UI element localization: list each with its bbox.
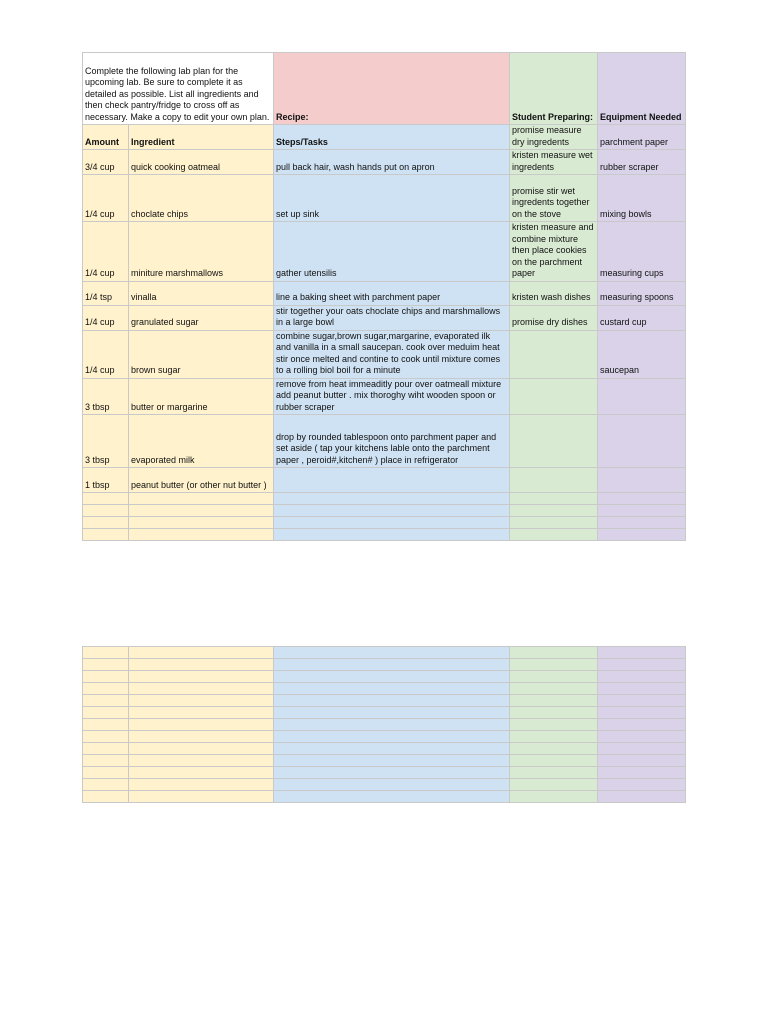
empty-cell[interactable] [129,743,274,755]
step-cell[interactable] [274,468,510,493]
empty-cell[interactable] [274,493,510,505]
student-cell[interactable]: kristen measure wet ingredents [510,150,598,175]
empty-cell[interactable] [129,707,274,719]
amount-cell[interactable]: 1/4 cup [83,175,129,222]
step-cell[interactable]: line a baking sheet with parchment paper [274,281,510,305]
table-row [83,791,686,803]
empty-cell[interactable] [598,647,686,659]
empty-cell[interactable] [510,755,598,767]
step-cell[interactable]: gather utensilis [274,222,510,282]
empty-cell[interactable] [129,505,274,517]
empty-cell[interactable] [129,529,274,541]
step-cell[interactable]: drop by rounded tablespoon onto parchment paper and set aside ( tap your kitchens lable onto the parchment paper , peroid#,kitchen# ) place in refrigerator [274,415,510,468]
equipment-needed-header[interactable]: Equipment Needed [598,53,686,125]
table-row [83,505,686,517]
step-cell[interactable]: stir together your oats choclate chips and marshmallows in a large bowl [274,305,510,330]
amount-cell[interactable]: 3 tbsp [83,415,129,468]
empty-cell[interactable] [83,731,129,743]
empty-cell[interactable] [510,517,598,529]
empty-cell[interactable] [129,731,274,743]
equipment-cell[interactable]: rubber scraper [598,150,686,175]
table-row [83,415,686,468]
empty-cell[interactable] [83,505,129,517]
empty-cell[interactable] [510,767,598,779]
table-row [83,493,686,505]
table-row [83,719,686,731]
step-cell[interactable]: set up sink [274,175,510,222]
table-row [83,305,686,330]
student-cell[interactable] [510,330,598,378]
empty-cell[interactable] [598,671,686,683]
equipment-cell[interactable]: measuring spoons [598,281,686,305]
equipment-cell[interactable]: measuring cups [598,222,686,282]
equipment-cell[interactable] [598,378,686,415]
empty-cell[interactable] [598,529,686,541]
amount-cell[interactable]: 1 tbsp [83,468,129,493]
empty-cell[interactable] [83,791,129,803]
table-row [83,281,686,305]
table-row [83,731,686,743]
empty-cell[interactable] [510,529,598,541]
empty-cell[interactable] [598,791,686,803]
empty-cell[interactable] [598,767,686,779]
empty-cell[interactable] [129,755,274,767]
ingredient-cell[interactable]: granulated sugar [129,305,274,330]
empty-cell[interactable] [510,647,598,659]
empty-cell[interactable] [274,695,510,707]
ingredient-cell[interactable]: choclate chips [129,175,274,222]
empty-cell[interactable] [510,731,598,743]
table-row [83,659,686,671]
steps-tasks-header[interactable]: Steps/Tasks [274,125,510,150]
student-cell[interactable]: kristen measure and combine mixture then place cookies on the parchment paper [510,222,598,282]
table-row [83,222,686,282]
student-cell[interactable] [510,468,598,493]
empty-cell[interactable] [598,695,686,707]
table-row [83,468,686,493]
ingredient-cell[interactable]: brown sugar [129,330,274,378]
empty-cell[interactable] [129,671,274,683]
student-cell[interactable]: promise measure dry ingredents [510,125,598,150]
equipment-cell[interactable]: mixing bowls [598,175,686,222]
empty-cell[interactable] [83,683,129,695]
empty-cell[interactable] [510,683,598,695]
empty-cell[interactable] [598,707,686,719]
step-cell[interactable]: pull back hair, wash hands put on apron [274,150,510,175]
empty-cell[interactable] [510,659,598,671]
amount-cell[interactable]: 1/4 cup [83,330,129,378]
ingredient-header[interactable]: Ingredient [129,125,274,150]
empty-cell[interactable] [274,659,510,671]
empty-cell[interactable] [83,719,129,731]
table-row [83,707,686,719]
empty-cell[interactable] [83,493,129,505]
amount-header[interactable]: Amount [83,125,129,150]
table-row [83,647,686,659]
table-row [83,743,686,755]
empty-cell[interactable] [510,671,598,683]
instructions-cell[interactable]: Complete the following lab plan for the upcoming lab. Be sure to complete it as detailed as possible. List all ingredients and then check pantry/fridge to cross off as necessary. Make a copy to edit your own plan. [83,53,274,125]
ingredient-cell[interactable]: quick cooking oatmeal [129,150,274,175]
amount-cell[interactable]: 1/4 tsp [83,281,129,305]
table-row [83,125,686,150]
table-row [83,150,686,175]
ingredient-cell[interactable]: peanut butter (or other nut butter ) [129,468,274,493]
empty-cell[interactable] [510,791,598,803]
student-preparing-header[interactable]: Student Preparing: [510,53,598,125]
table-row [83,755,686,767]
empty-cell[interactable] [129,779,274,791]
empty-cell[interactable] [129,719,274,731]
empty-cell[interactable] [598,683,686,695]
empty-cell[interactable] [274,767,510,779]
empty-cell[interactable] [83,517,129,529]
equipment-cell[interactable]: custard cup [598,305,686,330]
lab-plan-table [82,52,686,541]
empty-cell[interactable] [598,659,686,671]
recipe-header[interactable]: Recipe: [274,53,510,125]
empty-cell[interactable] [274,647,510,659]
empty-cell[interactable] [274,755,510,767]
empty-cell[interactable] [83,779,129,791]
empty-cell[interactable] [129,517,274,529]
empty-cell[interactable] [274,529,510,541]
empty-cell[interactable] [510,695,598,707]
empty-cell[interactable] [83,529,129,541]
empty-cell[interactable] [598,743,686,755]
empty-cell[interactable] [274,517,510,529]
table-row [83,671,686,683]
empty-cell[interactable] [274,779,510,791]
table-row [83,529,686,541]
empty-cell[interactable] [129,695,274,707]
empty-cell[interactable] [83,743,129,755]
empty-cell[interactable] [598,517,686,529]
empty-cell[interactable] [274,671,510,683]
equipment-cell[interactable] [598,468,686,493]
blank-rows-table [82,646,686,803]
table-row [83,517,686,529]
empty-cell[interactable] [129,647,274,659]
empty-cell[interactable] [83,659,129,671]
student-cell[interactable] [510,378,598,415]
empty-cell[interactable] [598,505,686,517]
amount-cell[interactable]: 1/4 cup [83,222,129,282]
equipment-cell[interactable] [598,415,686,468]
empty-cell[interactable] [598,493,686,505]
empty-cell[interactable] [510,493,598,505]
empty-cell[interactable] [129,767,274,779]
title-row [83,53,686,125]
ingredient-cell[interactable]: miniture marshmallows [129,222,274,282]
table-row [83,378,686,415]
table-row [83,779,686,791]
empty-cell[interactable] [274,743,510,755]
empty-cell[interactable] [129,791,274,803]
student-cell[interactable]: promise stir wet ingredents together on the stove [510,175,598,222]
empty-cell[interactable] [274,731,510,743]
empty-cell[interactable] [83,671,129,683]
empty-cell[interactable] [598,719,686,731]
step-cell[interactable]: remove from heat immeaditly pour over oatmeall mixture add peanut butter . mix thoroghy wiht wooden spoon or rubber scraper [274,378,510,415]
empty-cell[interactable] [274,707,510,719]
amount-cell[interactable]: 1/4 cup [83,305,129,330]
equipment-cell[interactable]: parchment paper [598,125,686,150]
empty-cell[interactable] [598,779,686,791]
empty-cell[interactable] [510,779,598,791]
table-row [83,175,686,222]
empty-cell[interactable] [274,791,510,803]
empty-cell[interactable] [83,755,129,767]
table-row [83,695,686,707]
table-row [83,330,686,378]
empty-cell[interactable] [510,505,598,517]
empty-cell[interactable] [598,755,686,767]
amount-cell[interactable]: 3 tbsp [83,378,129,415]
empty-cell[interactable] [510,719,598,731]
empty-cell[interactable] [83,707,129,719]
student-cell[interactable]: kristen wash dishes [510,281,598,305]
empty-cell[interactable] [129,493,274,505]
table-row [83,683,686,695]
empty-cell[interactable] [274,719,510,731]
ingredient-cell[interactable]: butter or margarine [129,378,274,415]
empty-cell[interactable] [83,767,129,779]
table-row [83,767,686,779]
ingredient-cell[interactable]: vinalla [129,281,274,305]
empty-cell[interactable] [274,505,510,517]
empty-cell[interactable] [129,659,274,671]
step-cell[interactable]: combine sugar,brown sugar,margarine, evaporated ilk and vanilla in a small saucepan. cook over meduim heat stir once melted and contine to cook until mixture comes to a rolling biol boil for a minute [274,330,510,378]
empty-cell[interactable] [83,647,129,659]
student-cell[interactable] [510,415,598,468]
empty-cell[interactable] [598,731,686,743]
empty-cell[interactable] [510,743,598,755]
equipment-cell[interactable]: saucepan [598,330,686,378]
student-cell[interactable]: promise dry dishes [510,305,598,330]
ingredient-cell[interactable]: evaporated milk [129,415,274,468]
empty-cell[interactable] [129,683,274,695]
empty-cell[interactable] [83,695,129,707]
amount-cell[interactable]: 3/4 cup [83,150,129,175]
empty-cell[interactable] [274,683,510,695]
empty-cell[interactable] [510,707,598,719]
